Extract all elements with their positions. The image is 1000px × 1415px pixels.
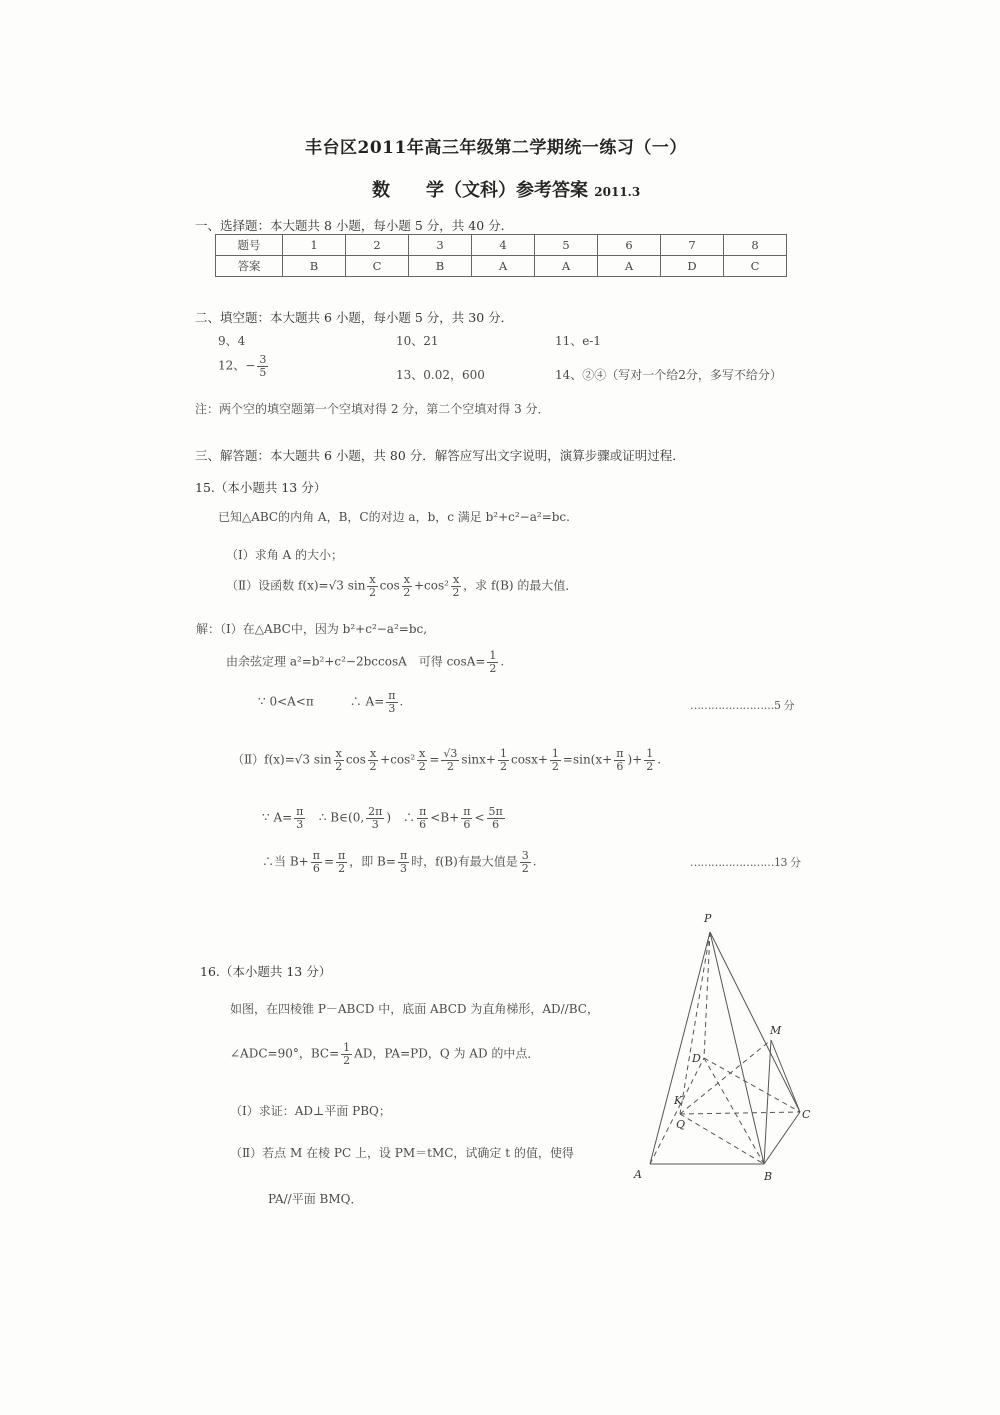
numerator: π — [388, 689, 396, 702]
table-cell: A — [535, 256, 598, 277]
edge-PB — [710, 932, 764, 1164]
q15-solution-1: 解：（Ⅰ）在△ABC中，因为 b²+c²−a²=bc, — [196, 622, 428, 636]
table-cell: C — [346, 256, 409, 277]
numerator: 3 — [521, 849, 529, 862]
text: ∵ A= — [262, 810, 293, 825]
numerator: x — [419, 747, 426, 760]
table-cell: 4 — [472, 235, 535, 256]
q16-title: 16.（本小题共 13 分） — [200, 964, 332, 979]
fraction — [402, 574, 412, 598]
numerator: π — [399, 849, 408, 862]
fraction — [451, 574, 461, 598]
text: ，求 f(B) 的最大值． — [463, 578, 578, 593]
fraction — [644, 748, 655, 772]
text: ∴ B∈(0, — [318, 810, 365, 825]
q15-solution-6: ∴当 B+ $\frac{\pi}{6}$ = $\frac{\pi}{2}$ ，即 B= $\frac{\pi}{3}$ 时，f(B)有最大值是 $\frac{3}{2}$ . — [262, 849, 537, 875]
numerator: 3 — [259, 353, 267, 366]
denominator: 6 — [463, 817, 471, 831]
fraction — [520, 850, 531, 874]
section1-header: 一、选择题：本大题共 8 小题，每小题 5 分，共 40 分． — [195, 218, 514, 233]
section3-header: 三、解答题：本大题共 6 小题，共 80 分．解答应写出文字说明，演算步骤或证明过程． — [195, 448, 685, 463]
numerator: 1 — [551, 747, 559, 760]
denominator: 2 — [369, 759, 377, 773]
denominator: 2 — [489, 661, 497, 675]
table-cell: C — [724, 256, 787, 277]
answer-table — [215, 234, 787, 277]
table-row — [216, 256, 787, 277]
text: = — [323, 854, 334, 869]
points-13: ……………………13 分 — [690, 856, 801, 869]
table-cell: A — [598, 256, 661, 277]
fraction — [294, 806, 305, 830]
fraction — [367, 574, 377, 598]
q16-line-3: （Ⅰ）求证：AD⊥平面 PBQ； — [230, 1104, 391, 1118]
label-K: K — [674, 1094, 683, 1107]
text: +cos² — [413, 578, 449, 593]
pyramid-figure — [630, 900, 830, 1190]
numerator: π — [338, 849, 346, 862]
denominator: 3 — [371, 817, 379, 831]
q16-line-5: PA//平面 BMQ． — [268, 1192, 363, 1206]
denominator: 2 — [418, 759, 426, 773]
fraction — [257, 354, 268, 378]
edge-AD — [650, 1058, 704, 1164]
label-Q: Q — [676, 1118, 686, 1131]
fraction — [398, 850, 409, 874]
numerator: x — [369, 573, 376, 586]
table-cell: 7 — [661, 235, 724, 256]
text: =sin(x+ — [562, 752, 613, 767]
row-label-answer: 答案 — [216, 256, 283, 277]
q15-solution-2: 由余弦定理 a²=b²+c²−2bccosA 可得 cosA= $\frac{1}{2}$ . — [226, 649, 505, 675]
denominator: 5 — [259, 365, 267, 379]
label-C: C — [802, 1108, 811, 1121]
numerator: π — [312, 849, 320, 862]
page-subtitle — [372, 176, 640, 202]
text: ∴当 B+ — [262, 854, 309, 869]
subtitle-text: 数 学（文科）参考答案 — [372, 180, 588, 201]
segment-MB — [764, 1040, 771, 1164]
answer-9: 9、4 — [218, 334, 246, 348]
table-row — [216, 235, 787, 256]
q16-line-4: （Ⅱ）若点 M 在棱 PC 上，设 PM＝tMC，试确定 t 的值，使得 — [230, 1146, 574, 1160]
denominator: 2 — [343, 1053, 351, 1067]
numerator: x — [369, 747, 377, 760]
fraction — [498, 748, 509, 772]
fraction — [441, 748, 459, 772]
q15-title: 15.（本小题共 13 分） — [195, 480, 327, 495]
edge-MC — [771, 1040, 800, 1112]
denominator: 6 — [419, 817, 427, 831]
denominator: 2 — [335, 759, 343, 773]
table-cell: 3 — [409, 235, 472, 256]
page-title: 丰台区2011年高三年级第二学期统一练习（一） — [305, 138, 687, 158]
denominator: 2 — [369, 585, 377, 599]
answer-10: 10、21 — [396, 334, 439, 348]
table-cell: 8 — [724, 235, 787, 256]
denominator: 2 — [499, 759, 507, 773]
label-D: D — [692, 1052, 701, 1065]
segment-QC — [680, 1112, 800, 1114]
q15-statement: 已知△ABC的内角 A，B，C的对边 a，b，c 满足 b²+c²−a²=bc. — [218, 510, 570, 524]
numerator: π — [463, 805, 471, 818]
fraction — [461, 806, 472, 830]
numerator: √3 — [443, 747, 458, 760]
denominator: 2 — [521, 861, 529, 875]
text: 时，f(B)有最大值是 — [411, 854, 518, 869]
table-cell: 6 — [598, 235, 661, 256]
edge-DC — [704, 1058, 800, 1112]
denominator: 6 — [616, 759, 624, 773]
answer-12-label: 12、 — [218, 358, 246, 373]
denominator: 2 — [551, 759, 559, 773]
numerator: π — [296, 805, 304, 818]
fraction — [386, 690, 397, 714]
segment-QB — [680, 1114, 764, 1164]
q15-solution-3: ∵ 0<A<π ∴ A= $\frac{\pi}{3}$ . — [258, 689, 404, 715]
denominator: 2 — [403, 585, 411, 599]
fraction — [614, 748, 625, 772]
denominator: 6 — [312, 861, 320, 875]
text: <B+ — [430, 810, 460, 825]
table-cell: B — [283, 256, 346, 277]
fraction — [487, 650, 498, 674]
q15-solution-4: （Ⅱ）f(x)=√3 sin $\frac{x}{2}$ cos $\frac{x}{2}$ +cos² $\frac{x}{2}$ = $\frac{√3}{2}$ sinx+ $\frac{1}{2}$ cosx+ $\frac{1}{2}$ =sin(x+ $\frac{\pi}{6}$ )+ $\frac{1}{2}$ . — [232, 747, 662, 773]
section2-header: 二、填空题：本大题共 6 小题，每小题 5 分，共 30 分． — [195, 310, 514, 325]
denominator: 3 — [296, 817, 304, 831]
fraction — [417, 748, 427, 772]
text: ) ∴ — [386, 810, 416, 825]
table-cell: 1 — [283, 235, 346, 256]
label-M: M — [770, 1024, 782, 1037]
text: ，即 B= — [349, 854, 396, 869]
text: = — [429, 752, 440, 767]
q16-line-1: 如图，在四棱锥 P－ABCD 中，底面 ABCD 为直角梯形，AD//BC， — [230, 1002, 599, 1016]
label-A: A — [634, 1168, 642, 1181]
numerator: π — [419, 805, 427, 818]
q15-solution-5 — [262, 806, 507, 830]
numerator: π — [616, 747, 624, 760]
answer-13: 13、0.02，600 — [396, 368, 485, 382]
label-P: P — [704, 912, 712, 925]
text: ∵ 0<A<π ∴ A= — [258, 694, 385, 709]
numerator: 2π — [368, 805, 383, 818]
denominator: 2 — [452, 585, 460, 599]
text: sinx+ — [461, 752, 496, 767]
numerator: x — [452, 573, 460, 586]
text: cos — [345, 752, 366, 767]
q15-part1: （Ⅰ）求角 A 的大小； — [226, 548, 344, 562]
label-B: B — [764, 1170, 773, 1183]
text: < — [474, 810, 485, 825]
table-cell: 5 — [535, 235, 598, 256]
numerator: x — [403, 573, 410, 586]
text: （Ⅱ）f(x)=√3 sin — [232, 752, 332, 767]
table-cell: 2 — [346, 235, 409, 256]
answer-14: 14、②④（写对一个给2分，多写不给分） — [555, 368, 782, 382]
subtitle-date: 2011.3 — [594, 185, 641, 199]
table-cell: B — [409, 256, 472, 277]
q16-line-2 — [230, 1042, 539, 1066]
fraction — [336, 850, 347, 874]
segment-DB — [704, 1058, 764, 1164]
table-cell: A — [472, 256, 535, 277]
denominator: 2 — [446, 759, 454, 773]
answer-11: 11、e-1 — [555, 334, 602, 348]
numerator: 1 — [343, 1041, 351, 1054]
q15-part2 — [226, 574, 577, 598]
text: ∠ADC=90°，BC= — [230, 1046, 340, 1061]
denominator: 6 — [492, 817, 500, 831]
points-5: ……………………5 分 — [690, 699, 794, 712]
fraction — [368, 748, 378, 772]
edge-BC — [764, 1112, 800, 1164]
text: +cos² — [380, 752, 416, 767]
denominator: 3 — [400, 861, 408, 875]
fraction — [311, 850, 322, 874]
numerator: x — [335, 747, 342, 760]
denominator: 2 — [646, 759, 654, 773]
numerator: 5π — [488, 805, 503, 818]
fraction — [366, 806, 384, 830]
text: cosx+ — [510, 752, 548, 767]
fraction — [487, 806, 505, 830]
section2-note: 注：两个空的填空题第一个空填对得 2 分，第二个空填对得 3 分． — [195, 402, 550, 416]
fraction — [334, 748, 344, 772]
denominator: 3 — [388, 701, 396, 715]
numerator: 1 — [499, 747, 507, 760]
answer-12: 12、− $\frac{3}{5}$ — [218, 353, 267, 379]
text: （Ⅱ）设函数 f(x)=√3 sin — [226, 578, 366, 593]
denominator: 2 — [338, 861, 346, 875]
fraction — [550, 748, 561, 772]
fraction — [417, 806, 428, 830]
table-cell: D — [661, 256, 724, 277]
edge-PC — [710, 932, 800, 1112]
text: AD，PA=PD，Q 为 AD 的中点． — [354, 1046, 540, 1061]
text: 由余弦定理 a²=b²+c²−2bccosA 可得 cosA= — [226, 654, 486, 669]
numerator: 1 — [489, 649, 497, 662]
text: )+ — [627, 752, 643, 767]
row-label-number: 题号 — [216, 235, 283, 256]
fraction — [341, 1042, 352, 1066]
numerator: 1 — [646, 747, 654, 760]
text: cos — [379, 578, 400, 593]
